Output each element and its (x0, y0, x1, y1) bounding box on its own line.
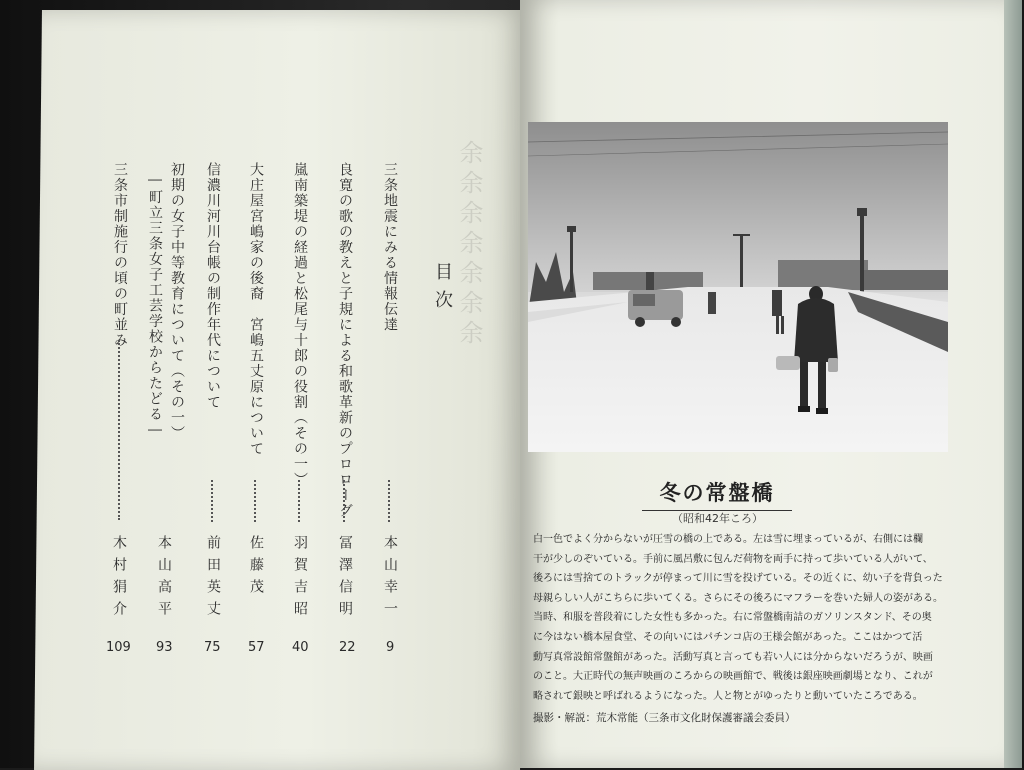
toc-entry-author: 前田英丈 (205, 535, 221, 623)
description-line: のこと。大正時代の無声映画のころからの映画館で、戦後は銀座映画劇場となり、これが (533, 671, 933, 683)
toc-entry-title: 信濃川河川台帳の制作年代について (205, 162, 221, 410)
toc-leader (298, 480, 302, 522)
toc-entry-author: 本山幸一 (382, 535, 398, 623)
toc-entry-page: 75 (204, 640, 221, 655)
photo-scene (528, 122, 948, 452)
description-line: 当時、和服を普段着にした女性も多かった。右に常盤橋南詰のガソリンスタンド、その奥 (533, 612, 932, 624)
photo-caption-title: 冬の常盤橋 (642, 480, 792, 511)
toc-entry-title: 三条地震にみる情報伝達 (382, 162, 398, 333)
photo-credit: 撮影・解説：荒木常能（三条市文化財保護審議会委員） (533, 712, 796, 724)
toc-entry-page: 57 (248, 640, 265, 655)
toc-entry-page: 109 (106, 640, 131, 655)
toc-entry-title: 三条市制施行の頃の町並み (112, 162, 128, 348)
toc-entry-author: 冨澤信明 (337, 535, 353, 623)
toc-leader (211, 480, 215, 522)
toc-entry-page: 93 (156, 640, 173, 655)
toc-heading: 目次 (432, 262, 453, 318)
photo-description (533, 530, 948, 706)
description-line: 後ろには雪捨てのトラックが停まって川に雪を投げている。その近くに、幼い子を背負った (533, 573, 943, 585)
toc-entry-page: 40 (292, 640, 309, 655)
photo-caption-date: （昭和42年ころ） (672, 512, 763, 525)
description-line: 母親らしい人がこちらに歩いてくる。さらにその後ろにマフラーを巻いた婦人の姿がある。 (533, 592, 943, 604)
toc-entry-title: 嵐南築堤の経過と松尾与十郎の役割（その一） (292, 162, 308, 488)
toc-entry-page: 9 (386, 640, 395, 655)
bleed-through: 余余余余余余余 (455, 140, 483, 350)
toc-leader (343, 480, 347, 522)
toc-entry-author: 木村狷介 (111, 535, 127, 623)
toc-leader (254, 480, 258, 522)
toc-entry-author: 羽賀吉昭 (292, 535, 308, 623)
toc-entry-title: 良寛の歌の教えと子規による和歌革新のプロローグ (337, 162, 353, 519)
description-line: 動写真常設館常盤館があった。活動写真と言っても若い人には分からないだろうが、映画 (533, 651, 933, 663)
page-edge (1004, 0, 1022, 768)
toc-entry-author: 本山高平 (156, 535, 172, 623)
left-page (34, 10, 528, 770)
toc-entry-page: 22 (339, 640, 356, 655)
toc-entry-title: 大庄屋宮嶋家の後裔 宮嶋五丈原について (248, 162, 264, 457)
description-line: に今はない橋本屋食堂、その向いにはパチンコ店の王様会館があった。ここはかつて活 (533, 631, 923, 643)
snow-bridge-photo (528, 122, 948, 452)
toc-entry-subtitle: ―町立三条女子工芸学校からたどる― (147, 172, 163, 440)
toc-leader (388, 480, 392, 522)
description-line: 白一色でよく分からないが圧雪の橋の上である。左は雪に埋まっているが、右側には欄 (533, 534, 923, 545)
toc-entry-author: 佐藤茂 (248, 535, 264, 601)
toc-entry-title: 初期の女子中等教育について（その一） (169, 162, 185, 441)
description-line: 略されて銀映と呼ばれるようになった。人と物とがゆったりと動いていたころである。 (533, 690, 923, 702)
toc-leader (118, 340, 122, 520)
description-line: 干が少しのぞいている。手前に風呂敷に包んだ荷物を両手に持って歩いている人がいて、 (533, 553, 933, 565)
